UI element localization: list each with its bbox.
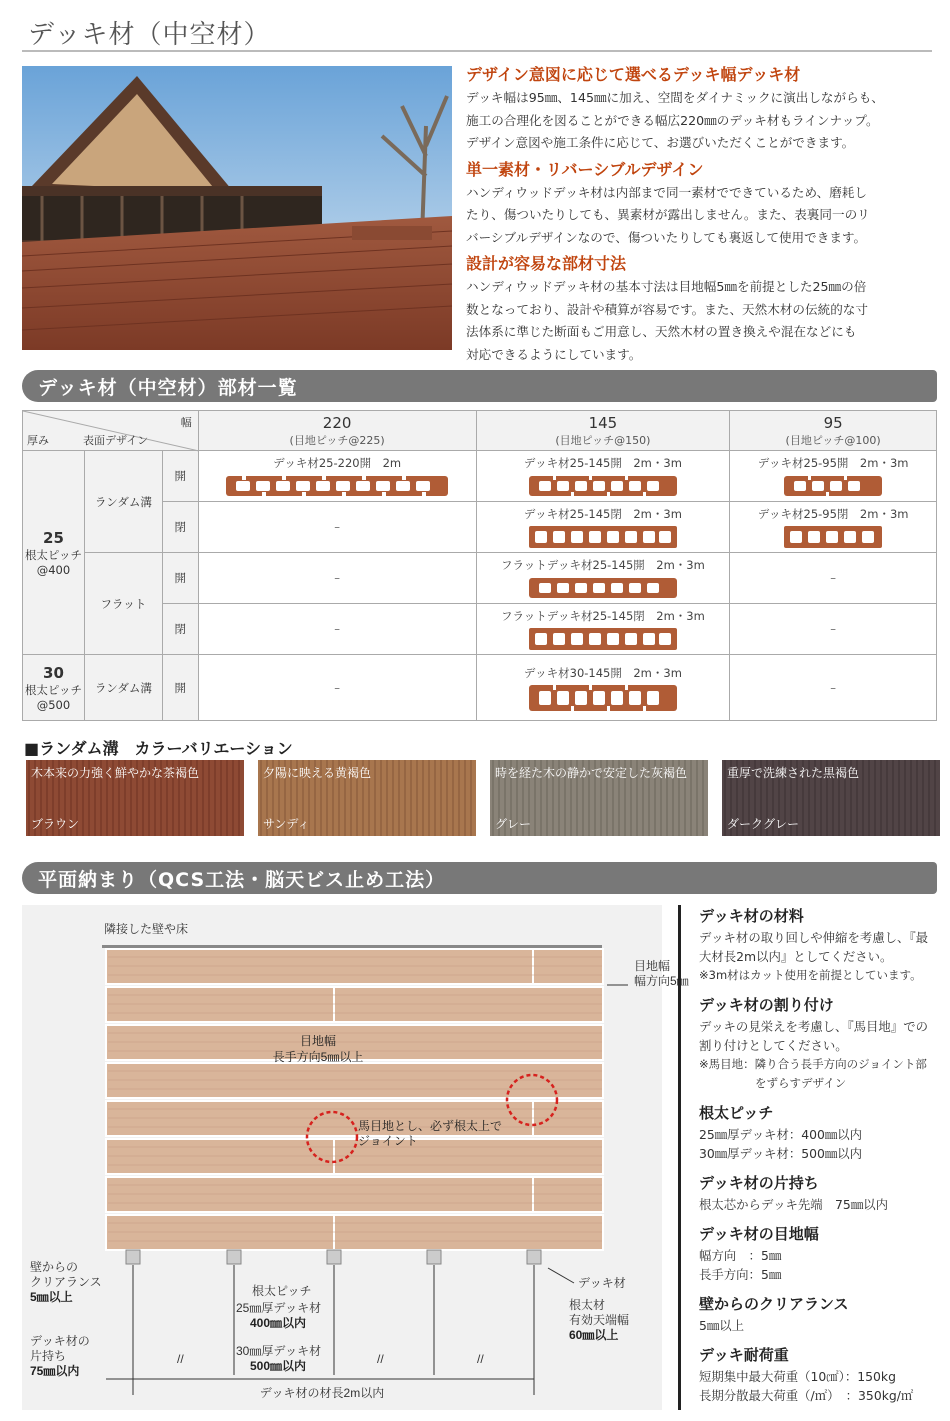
joist-pitch-label-5: 500㎜以内 (250, 1359, 307, 1373)
intro-line: デザイン意図や施工条件に応じて、お選びいただくことができます。 (466, 135, 855, 150)
note-heading: 壁からのクリアランス (699, 1295, 849, 1313)
note-line: 割り付けとしてください。 (699, 1038, 848, 1053)
product-label: デッキ材25-95開 2m・3m (757, 456, 909, 470)
joint-long-label-2: 長手方向5㎜以上 (272, 1050, 364, 1064)
note-line: 根太芯からデッキ先端 75㎜以内 (699, 1197, 888, 1212)
note-small: ※馬目地：隣り合う長手方向のジョイント部 (699, 1057, 927, 1071)
width-header-145 (476, 411, 730, 451)
stagger-label-1: 馬目地とし、必ず根太上で (358, 1119, 503, 1133)
joist-pitch-label-4: 30㎜厚デッキ材 (236, 1344, 322, 1358)
joist-pitch-label: 根太ピッチ (24, 547, 82, 562)
joint-long-label-1: 目地幅 (299, 1034, 337, 1048)
intro-body-3 (466, 276, 936, 366)
stagger-label-2: ジョイント (358, 1134, 418, 1148)
width-size: 145 (588, 413, 618, 432)
swatch-brown (26, 760, 244, 836)
intro-heading-2: 単一素材・リバーシブルデザイン (466, 159, 704, 179)
joist-pitch-label-2: 25㎜厚デッキ材 (236, 1301, 322, 1315)
hdr-thickness: 厚み (27, 434, 49, 447)
empty-cell: – (198, 604, 476, 655)
product-label: デッキ材25-145閉 2m・3m (523, 507, 682, 521)
joist-label-1: 根太材 (569, 1298, 606, 1312)
plan-section-band (22, 862, 937, 894)
intro-line: たり、傷ついたりしても、異素材が露出しません。また、表裏同一のリ (466, 207, 870, 222)
joist-pitch-label-1: 根太ピッチ (252, 1284, 312, 1298)
clearance-label-2: クリアランス (30, 1275, 102, 1289)
hero-photo (22, 66, 452, 350)
product-label: フラットデッキ材25-145閉 2m・3m (500, 609, 705, 623)
empty-cell: – (730, 655, 937, 721)
product-label: デッキ材25-220開 2m (273, 456, 402, 470)
swatch-gray (490, 760, 708, 836)
clearance-label-3: 5㎜以上 (30, 1290, 73, 1304)
thickness-value: 25 (43, 528, 64, 547)
type-closed: 閉 (162, 502, 198, 553)
joint-width-label-1: 目地幅 (634, 959, 671, 973)
intro-heading-1: デザイン意図に応じて選べるデッキ幅デッキ材 (466, 65, 801, 84)
intro-body-2 (466, 182, 936, 250)
width-size: 220 (322, 413, 352, 432)
thickness-30 (23, 655, 85, 721)
width-pitch: (目地ピッチ@225) (289, 433, 385, 447)
product-cell (476, 451, 730, 502)
note-indent: をずらすデザイン (755, 1076, 847, 1090)
note-line: 長手方向：5㎜ (699, 1267, 782, 1282)
adjacent-wall-label: 隣接した壁や床 (104, 922, 189, 936)
joist-pitch-label: 根太ピッチ (24, 682, 82, 697)
product-cell (198, 451, 476, 502)
intro-heading-3: 設計が容易な部材寸法 (466, 254, 627, 273)
notes-panel (678, 905, 940, 1410)
intro-line: デッキ幅は95㎜、145㎜に加え、空間をダイナミックに演出しながらも、 (466, 90, 884, 105)
note-heading: 根太ピッチ (699, 1104, 774, 1122)
profile-open-95 (784, 473, 882, 499)
intro-line: 施工の合理化を図ることができる幅広220㎜のデッキ材もラインナップ。 (466, 112, 879, 128)
product-cell (476, 604, 730, 655)
design-random: ランダム溝 (84, 655, 162, 721)
parts-section-band (22, 370, 937, 402)
intro-line: ハンディウッドデッキ材の基本寸法は目地幅5㎜を前提とした25㎜の倍 (466, 279, 867, 294)
swatch-name: ブラウン (31, 817, 80, 831)
empty-cell: – (198, 553, 476, 604)
parts-heading: デッキ材（中空材）部材一覧 (38, 377, 298, 399)
plan-diagram (22, 905, 689, 1410)
parts-table (22, 410, 937, 721)
product-label: デッキ材25-95閉 2m・3m (757, 507, 909, 521)
intro-body-1 (466, 87, 936, 155)
note-line: 25㎜厚デッキ材：400㎜以内 (699, 1127, 863, 1142)
note-small: ※3m材はカット使用を前提としています。 (699, 968, 922, 982)
hdr-surface: 表面デザイン (83, 434, 149, 447)
thickness-value: 30 (43, 663, 64, 682)
hdr-width: 幅 (180, 416, 192, 429)
thickness-25 (23, 451, 85, 655)
intro-line: ハンディウッドデッキ材は内部まで同一素材でできているため、磨耗し (466, 184, 867, 200)
joist-label-3: 60㎜以上 (569, 1328, 619, 1342)
note-heading: デッキ材の割り付け (699, 996, 834, 1014)
note-line: 大材長2m以内』としてください。 (699, 949, 893, 964)
note-line: 30㎜厚デッキ材：500㎜以内 (699, 1146, 863, 1161)
note-line: 長期分散最大荷重（/㎡） ：350kg/㎡ (699, 1388, 914, 1403)
joist-pitch-value: @500 (36, 697, 71, 712)
width-header-95 (730, 411, 937, 451)
design-random: ランダム溝 (84, 451, 162, 553)
length-label: デッキ材の材長2m以内 (259, 1386, 385, 1400)
empty-cell: – (198, 502, 476, 553)
profile-flat-closed-145 (529, 626, 677, 652)
break-mark: // (377, 1352, 384, 1366)
width-size: 95 (823, 413, 843, 432)
intro-line: バーシブルデザインなので、傷ついたりしても裏返して使用できます。 (466, 229, 867, 245)
overhang-label-1: デッキ材の (30, 1334, 90, 1348)
swatch-dark-gray (722, 760, 940, 836)
width-pitch: (目地ピッチ@150) (555, 433, 651, 447)
break-mark: // (477, 1352, 484, 1366)
note-line: 短期集中最大荷重（10㎠）：150kg (699, 1369, 896, 1384)
joist-pitch-value: @400 (36, 562, 71, 577)
empty-cell: – (198, 655, 476, 721)
profile-open-30-145 (529, 683, 677, 713)
joist-label-2: 有効天端幅 (569, 1313, 630, 1327)
intro-line: 数となっており、設計や積算が容易です。また、天然木材の伝統的な寸 (466, 301, 868, 317)
product-cell (476, 553, 730, 604)
color-variation-heading: ■ランダム溝 カラーバリエーション (24, 739, 293, 758)
note-line: デッキの見栄えを考慮し、『馬目地』での (699, 1019, 928, 1034)
page-title-box (22, 8, 932, 52)
design-flat: フラット (84, 553, 162, 655)
width-pitch: (目地ピッチ@100) (785, 433, 881, 447)
intro-line: 法体系に準じた断面もご用意し、天然木材の置き換えや混在などにも (466, 324, 857, 339)
swatch-desc: 重厚で洗練された黒褐色 (727, 766, 860, 780)
note-heading: デッキ材の片持ち (699, 1174, 819, 1192)
joist-pitch-label-3: 400㎜以内 (250, 1316, 307, 1330)
intro-text (466, 62, 936, 368)
swatch-name: グレー (495, 817, 532, 831)
swatch-name: サンディ (263, 817, 310, 831)
break-mark: // (177, 1352, 184, 1366)
swatch-desc: 夕陽に映える黄褐色 (263, 766, 372, 780)
product-cell (476, 502, 730, 553)
type-open: 開 (162, 553, 198, 604)
intro-line: 対応できるようにしています。 (466, 346, 642, 362)
plan-heading: 平面納まり（QCS工法・脳天ビス止め工法） (38, 869, 446, 891)
swatch-desc: 時を経た木の静かで安定した灰褐色 (495, 766, 688, 780)
profile-closed-95 (784, 524, 882, 550)
type-open: 開 (162, 655, 198, 721)
profile-closed-145 (529, 524, 677, 550)
type-closed: 閉 (162, 604, 198, 655)
page-title: デッキ材（中空材） (28, 20, 271, 50)
clearance-label-1: 壁からの (30, 1260, 79, 1274)
type-open: 開 (162, 451, 198, 502)
note-line: デッキ材の取り回しや伸縮を考慮し、『最 (699, 930, 928, 945)
product-label: デッキ材25-145開 2m・3m (523, 456, 682, 470)
profile-open-145 (529, 473, 677, 499)
table-header-corner (23, 411, 199, 451)
product-label: デッキ材30-145開 2m・3m (523, 665, 682, 680)
empty-cell: – (730, 553, 937, 604)
overhang-label-2: 片持ち (30, 1349, 67, 1363)
joint-width-label-2: 幅方向5㎜ (634, 974, 689, 988)
note-heading: デッキ耐荷重 (699, 1346, 789, 1364)
product-label: フラットデッキ材25-145開 2m・3m (500, 558, 705, 572)
swatch-name: ダークグレー (727, 817, 800, 831)
deck-material-label: デッキ材 (578, 1276, 626, 1290)
overhang-label-3: 75㎜以内 (30, 1364, 80, 1378)
note-line: 幅方向 ：5㎜ (699, 1248, 782, 1263)
note-line: 5㎜以上 (699, 1318, 745, 1333)
product-cell (730, 451, 937, 502)
profile-open-220 (226, 473, 448, 499)
product-cell (730, 502, 937, 553)
empty-cell: – (730, 604, 937, 655)
note-heading: デッキ材の目地幅 (699, 1225, 819, 1243)
swatch-sandy (258, 760, 476, 836)
width-header-220 (198, 411, 476, 451)
profile-flat-open-145 (529, 575, 677, 601)
swatch-desc: 木本来の力強く鮮やかな茶褐色 (31, 766, 200, 780)
note-heading: デッキ材の材料 (699, 907, 804, 925)
product-cell (476, 655, 730, 721)
